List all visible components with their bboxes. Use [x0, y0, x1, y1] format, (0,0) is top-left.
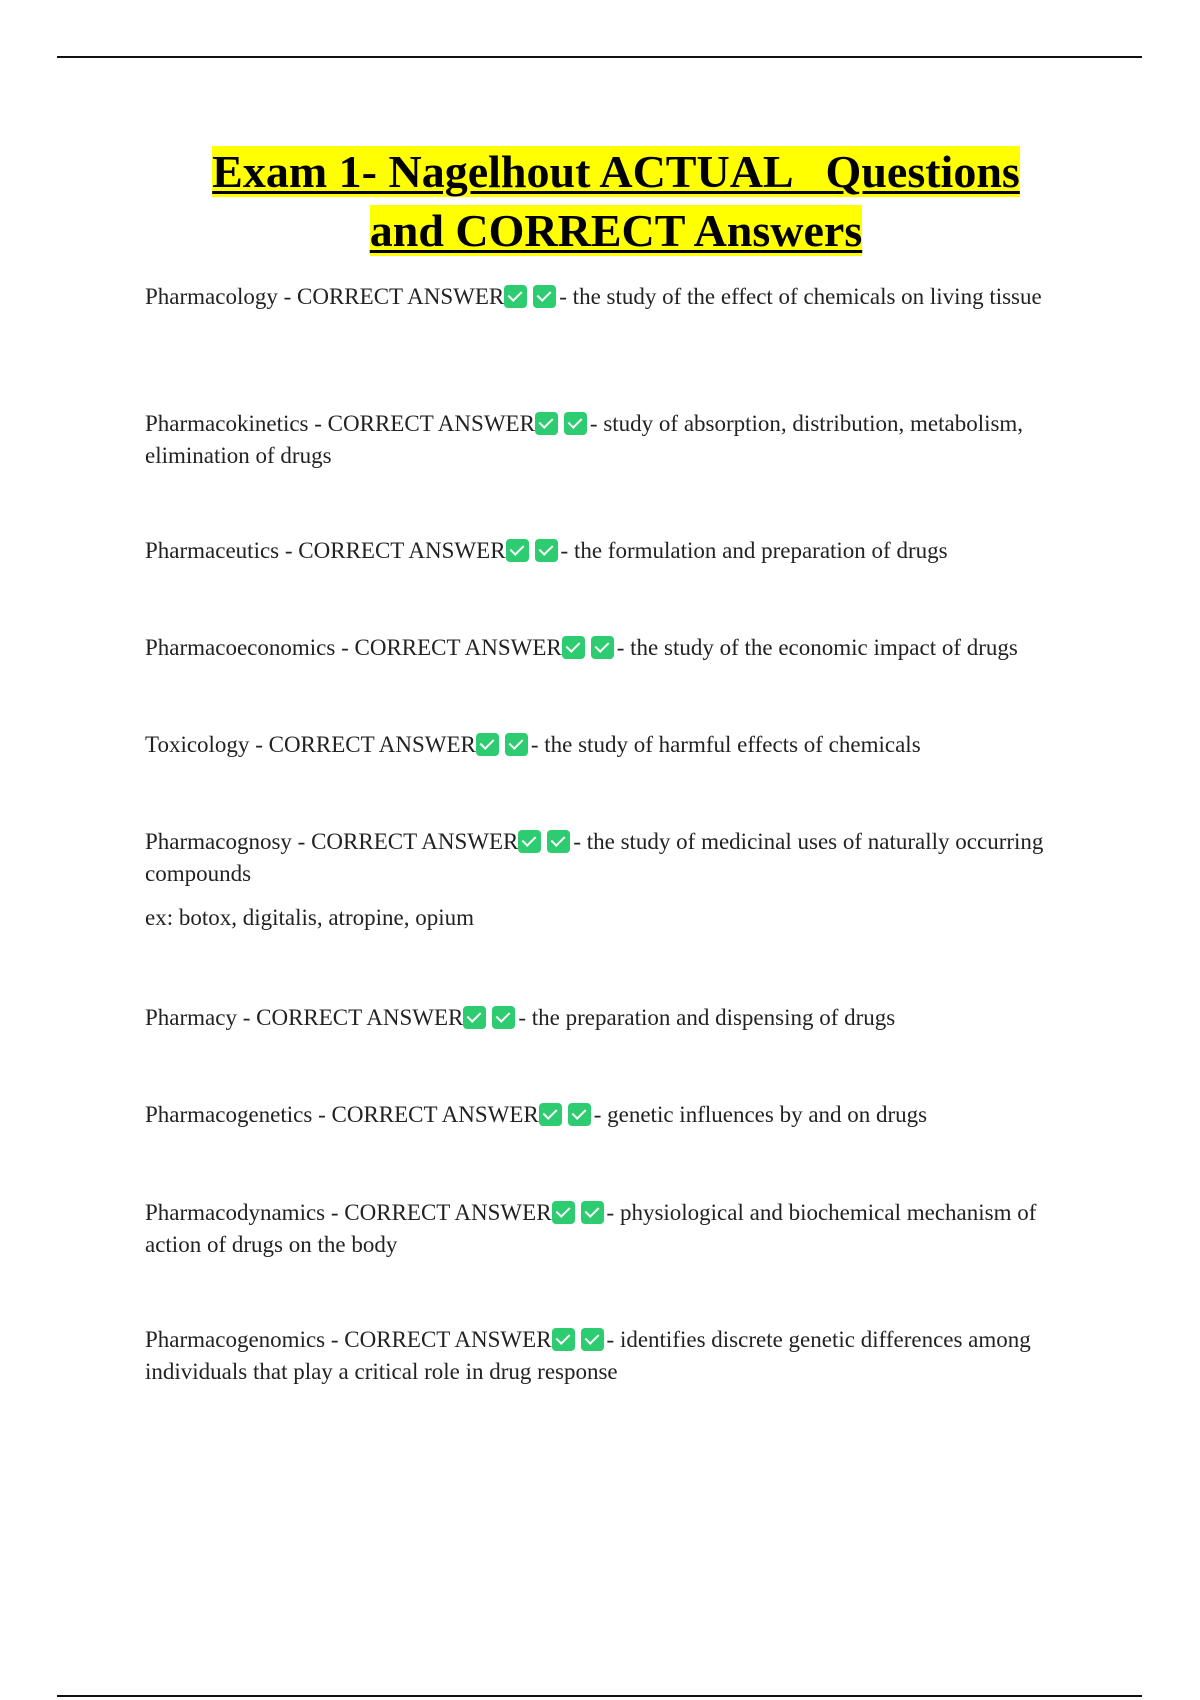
qa-entry-text	[145, 281, 1090, 313]
definition: - the study of medicinal uses of naturally occurring compounds	[145, 829, 1044, 886]
term: Pharmacy	[145, 1005, 237, 1030]
qa-entry-pharmacokinetics	[145, 408, 1090, 472]
answer-label: - CORRECT ANSWER	[297, 829, 519, 854]
qa-entry-text	[145, 729, 1090, 761]
check-icon	[568, 1103, 591, 1126]
definition: - the study of the economic impact of drugs	[616, 635, 1018, 660]
definition: - the study of the effect of chemicals on living tissue	[559, 284, 1042, 309]
qa-entry-toxicology	[145, 729, 1090, 761]
definition: - identifies discrete genetic differences among individuals that play a critical role in drug response	[145, 1327, 1031, 1384]
qa-entry-pharmacognosy	[145, 826, 1090, 934]
check-icon	[505, 733, 528, 756]
check-icon	[562, 636, 585, 659]
answer-label: - CORRECT ANSWER	[242, 1005, 464, 1030]
check-icon	[506, 539, 529, 562]
check-icon	[476, 733, 499, 756]
answer-label: - CORRECT ANSWER	[318, 1102, 539, 1127]
qa-entry-pharmacology	[145, 281, 1090, 313]
example-line: ex: botox, digitalis, atropine, opium	[145, 905, 474, 930]
check-icon	[463, 1006, 486, 1029]
definition: - the preparation and dispensing of drugs	[518, 1005, 896, 1030]
check-icon	[564, 412, 587, 435]
qa-entry-pharmacogenomics	[145, 1324, 1090, 1388]
answer-label: - CORRECT ANSWER	[283, 284, 505, 309]
check-icon	[552, 1201, 575, 1224]
qa-entry-pharmaceutics	[145, 535, 1090, 567]
answer-label: - CORRECT ANSWER	[314, 411, 535, 436]
term: Pharmacoeconomics	[145, 635, 336, 660]
check-icon	[547, 830, 570, 853]
term: Pharmacodynamics	[145, 1200, 326, 1225]
definition: - the study of harmful effects of chemicals	[530, 732, 921, 757]
answer-label: - CORRECT ANSWER	[330, 1200, 552, 1225]
qa-entry-text	[145, 632, 1090, 664]
definition: - physiological and biochemical mechanism of action of drugs on the body	[145, 1200, 1037, 1257]
definition: - genetic influences by and on drugs	[593, 1102, 928, 1127]
term: Pharmacogenetics	[145, 1102, 313, 1127]
answer-label: - CORRECT ANSWER	[255, 732, 476, 757]
definition: - the formulation and preparation of drugs	[560, 538, 948, 563]
check-icon	[535, 539, 558, 562]
check-icon	[552, 1328, 575, 1351]
page-title	[0, 142, 1200, 260]
check-icon	[539, 1103, 562, 1126]
answer-label: - CORRECT ANSWER	[284, 538, 506, 563]
check-icon	[533, 285, 556, 308]
top-rule	[57, 56, 1142, 58]
qa-entry-pharmacy	[145, 1002, 1090, 1034]
qa-entry-text	[145, 1197, 1090, 1261]
title-line-2: and CORRECT Answers	[369, 205, 863, 256]
check-icon	[581, 1328, 604, 1351]
bottom-rule	[57, 1695, 1142, 1697]
title-line-1: Exam 1- Nagelhout ACTUAL Questions	[212, 146, 1020, 197]
term: Pharmacology	[145, 284, 278, 309]
check-icon	[535, 412, 558, 435]
qa-entry-text	[145, 1099, 1090, 1131]
qa-entry-pharmacoeconomics	[145, 632, 1090, 664]
term: Toxicology	[145, 732, 250, 757]
qa-entry-text	[145, 1002, 1090, 1034]
term: Pharmacognosy	[145, 829, 292, 854]
answer-label: - CORRECT ANSWER	[341, 635, 562, 660]
check-icon	[581, 1201, 604, 1224]
check-icon	[492, 1006, 515, 1029]
definition: - study of absorption, distribution, metabolism, elimination of drugs	[145, 411, 1024, 468]
qa-entry-text	[145, 408, 1090, 472]
qa-entry-text	[145, 535, 1090, 567]
answer-label: - CORRECT ANSWER	[330, 1327, 552, 1352]
check-icon	[518, 830, 541, 853]
check-icon	[591, 636, 614, 659]
qa-entry-text	[145, 826, 1090, 890]
qa-entry-pharmacogenetics	[145, 1099, 1090, 1131]
check-icon	[504, 285, 527, 308]
term: Pharmaceutics	[145, 538, 280, 563]
qa-entry-text	[145, 1324, 1090, 1388]
term: Pharmacogenomics	[145, 1327, 326, 1352]
qa-entry-pharmacodynamics	[145, 1197, 1090, 1261]
term: Pharmacokinetics	[145, 411, 309, 436]
